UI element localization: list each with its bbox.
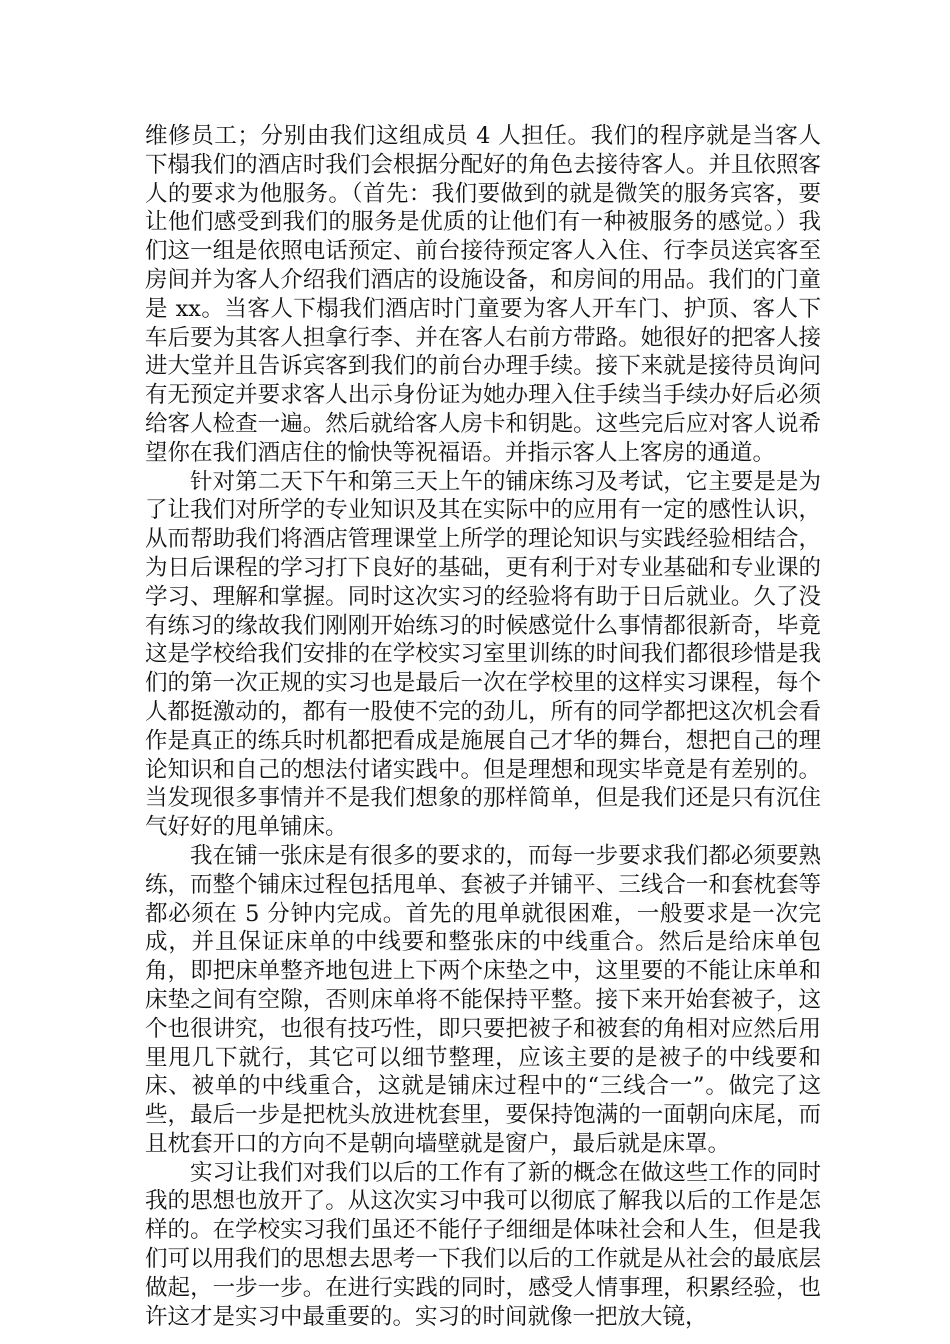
paragraph-reception-roles: 维修员工；分别由我们这组成员 4 人担任。我们的程序就是当客人下榻我们的酒店时我们会根据分配好的角色去接待客人。并且依照客人的要求为他服务。（首先：我们要做到的就是微笑的服务宾客，要让他们感受到我们的服务是优质的让他们有一种被服务的感觉。）我们这一组是依照电话预定、前台接待预定客人入住、行李员送宾客至房间并为客人介绍我们酒店的设施设备，和房间的用品。我们的门童是 xx。当客人下榻我们酒店时门童要为客人开车门、护顶、客人下车后要为其客人担拿行李、并在客人右前方带路。她很好的把客人接进大堂并且告诉宾客到我们的前台办理手续。接下来就是接待员询问有无预定并要求客人出示身份证为她办理入住手续当手续办好后必须给客人检查一遍。然后就给客人房卡和钥匙。这些完后应对客人说希望你在我们酒店住的愉快等祝福语。并指示客人上客房的通道。 bbox=[145, 123, 821, 466]
paragraph-bed-making-steps: 我在铺一张床是有很多的要求的，而每一步要求我们都必须要熟练，而整个铺床过程包括甩单、套被子并铺平、三线合一和套枕套等都必须在 5 分钟内完成。首先的甩单就很困难，一般要求是一次完成，并且保证床单的中线要和整张床的中线重合。然后是给床单包角，即把床单整齐地包进上下两个床垫之中，这里要的不能让床单和床垫之间有空隙，否则床单将不能保持平整。接下来开始套被子，这个也很讲究，也很有技巧性，即只要把被子和被套的角相对应然后用里甩几下就行，其它可以细节整理，应该主要的是被子的中线要和床、被单的中线重合，这就是铺床过程中的“三线合一”。做完了这些，最后一步是把枕头放进枕套里，要保持饱满的一面朝向床尾，而且枕套开口的方向不是朝向墙壁就是窗户，最后就是床罩。 bbox=[145, 842, 821, 1157]
paragraph-bed-making-practice: 针对第二天下午和第三天上午的铺床练习及考试，它主要是是为了让我们对所学的专业知识及其在实际中的应用有一定的感性认识，从而帮助我们将酒店管理课堂上所学的理论知识与实践经验相结合，为日后课程的学习打下良好的基础，更有利于对专业基础和专业课的学习、理解和掌握。同时这次实习的经验将有助于日后就业。久了没有练习的缘故我们刚刚开始练习的时候感觉什么事情都很新奇，毕竟这是学校给我们安排的在学校实习室里训练的时间我们都很珍惜是我们的第一次正规的实习也是最后一次在学校里的这样实习课程，每个人都挺激动的，都有一股使不完的劲儿，所有的同学都把这次机会看作是真正的练兵时机都把看成是施展自己才华的舞台，想把自己的理论知识和自己的想法付诸实践中。但是理想和现实毕竟是有差别的。当发现很多事情并不是我们想象的那样简单，但是我们还是只有沉住气好好的甩单铺床。 bbox=[145, 468, 821, 841]
paragraph-internship-reflection: 实习让我们对我们以后的工作有了新的概念在做这些工作的同时我的思想也放开了。从这次实习中我可以彻底了解我以后的工作是怎样的。在学校实习我们虽还不能仔子细细是体味社会和人生，但是我们可以用我们的思想去思考一下我们以后的工作就是从社会的最底层做起，一步一步。在进行实践的同时，感受人情事理，积累经验，也许这才是实习中最重要的。实习的时间就像一把放大镜， bbox=[145, 1159, 821, 1330]
document-page bbox=[145, 122, 821, 1331]
